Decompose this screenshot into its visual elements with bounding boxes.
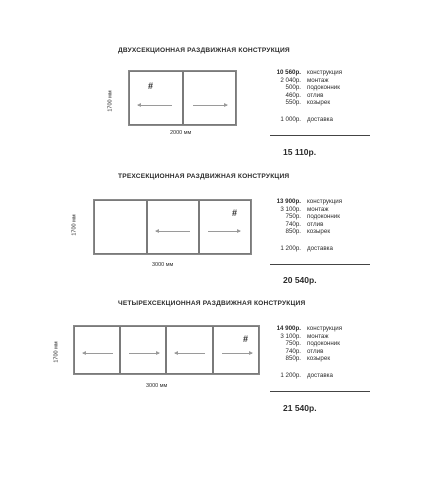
price-row-spacer xyxy=(267,107,342,116)
price-value: 460р. xyxy=(285,91,301,99)
section-1-width-label: 2000 мм xyxy=(170,130,192,136)
section-1-total-rule xyxy=(270,135,370,136)
section-2-pane-3-slide-arrow xyxy=(208,231,240,232)
section-1-pane-1-slide-arrow xyxy=(138,105,172,106)
price-row xyxy=(267,213,342,221)
price-row xyxy=(267,221,342,229)
section-2-pane-2 xyxy=(147,200,199,254)
section-1-pane-2 xyxy=(183,71,236,125)
price-value: 3 100р. xyxy=(280,332,301,340)
section-3-title: ЧЕТЫРЕХСЕКЦИОННАЯ РАЗДВИЖНАЯ КОНСТРУКЦИЯ xyxy=(118,300,306,307)
section-2-width-label: 3000 мм xyxy=(152,262,174,268)
price-row xyxy=(267,116,342,124)
price-value: 1 200р. xyxy=(280,371,301,379)
price-value: 1 200р. xyxy=(280,244,301,252)
section-3-total-rule xyxy=(270,391,370,392)
section-3-pane-1 xyxy=(74,326,120,374)
price-row xyxy=(267,325,342,333)
price-label: доставка xyxy=(307,371,333,379)
section-2-price-list xyxy=(267,198,342,253)
price-row-spacer xyxy=(267,236,342,245)
section-1-price-list xyxy=(267,69,342,124)
price-label: монтаж xyxy=(307,332,329,340)
price-value: 10 560р. xyxy=(276,69,301,76)
price-row xyxy=(267,355,342,363)
price-value: 3 100р. xyxy=(280,205,301,213)
section-2-opening-mark: # xyxy=(232,208,238,218)
section-3-pane-3 xyxy=(166,326,213,374)
price-value: 2 040р. xyxy=(280,76,301,84)
section-3-pane-4 xyxy=(213,326,259,374)
price-value: 1 000р. xyxy=(280,115,301,123)
price-value: 14 900р. xyxy=(276,325,301,332)
price-value: 740р. xyxy=(285,220,301,228)
section-3-pane-4-slide-arrow xyxy=(222,353,252,354)
price-row xyxy=(267,198,342,206)
section-1-pane-2-slide-arrow xyxy=(193,105,227,106)
price-label: конструкция xyxy=(307,325,343,332)
price-row xyxy=(267,206,342,214)
section-2-total: 20 540р. xyxy=(283,275,317,285)
price-label: конструкция xyxy=(307,69,343,76)
price-value: 850р. xyxy=(285,355,301,363)
price-value: 13 900р. xyxy=(276,198,301,205)
price-value: 550р. xyxy=(285,99,301,107)
price-label: отлив xyxy=(307,220,324,228)
section-3-price-list xyxy=(267,325,342,380)
price-value: 750р. xyxy=(285,340,301,348)
section-2-pane-1 xyxy=(94,200,147,254)
price-label: конструкция xyxy=(307,198,343,205)
section-3-height-label: 1700 мм xyxy=(53,341,60,363)
price-row xyxy=(267,92,342,100)
section-2-pane-3 xyxy=(199,200,251,254)
section-2-pane-2-slide-arrow xyxy=(156,231,190,232)
section-3-pane-2 xyxy=(120,326,166,374)
price-label: козырек xyxy=(307,228,331,236)
price-row xyxy=(267,348,342,356)
price-label: доставка xyxy=(307,115,333,123)
price-row xyxy=(267,84,342,92)
price-row xyxy=(267,340,342,348)
price-label: подоконник xyxy=(307,84,340,92)
price-value: 750р. xyxy=(285,213,301,221)
price-value: 500р. xyxy=(285,84,301,92)
price-label: козырек xyxy=(307,355,331,363)
price-row xyxy=(267,372,342,380)
price-row xyxy=(267,69,342,77)
section-1-opening-mark: # xyxy=(148,81,154,91)
price-label: отлив xyxy=(307,91,324,99)
section-2-title: ТРЕХСЕКЦИОННАЯ РАЗДВИЖНАЯ КОНСТРУКЦИЯ xyxy=(118,173,290,180)
price-label: доставка xyxy=(307,244,333,252)
price-label: отлив xyxy=(307,347,324,355)
section-3-pane-3-slide-arrow xyxy=(175,353,205,354)
price-row xyxy=(267,228,342,236)
price-label: подоконник xyxy=(307,213,340,221)
section-1-title: ДВУХСЕКЦИОННАЯ РАЗДВИЖНАЯ КОНСТРУКЦИЯ xyxy=(118,47,290,54)
section-3-width-label: 3000 мм xyxy=(146,383,168,389)
price-value: 740р. xyxy=(285,347,301,355)
section-2-height-label: 1700 мм xyxy=(71,214,78,236)
section-1-pane-1 xyxy=(129,71,183,125)
section-3-pane-2-slide-arrow xyxy=(129,353,159,354)
price-row xyxy=(267,245,342,253)
section-3-total: 21 540р. xyxy=(283,403,317,413)
section-3-opening-mark: # xyxy=(243,334,249,344)
price-label: подоконник xyxy=(307,340,340,348)
price-row-spacer xyxy=(267,363,342,372)
price-label: монтаж xyxy=(307,76,329,84)
price-row xyxy=(267,333,342,341)
price-label: монтаж xyxy=(307,205,329,213)
price-row xyxy=(267,99,342,107)
price-row xyxy=(267,77,342,85)
section-1-height-label: 1700 мм xyxy=(107,90,114,112)
section-1-total: 15 110р. xyxy=(283,147,317,157)
price-label: козырек xyxy=(307,99,331,107)
section-3-pane-1-slide-arrow xyxy=(83,353,113,354)
section-2-total-rule xyxy=(270,264,370,265)
price-value: 850р. xyxy=(285,228,301,236)
